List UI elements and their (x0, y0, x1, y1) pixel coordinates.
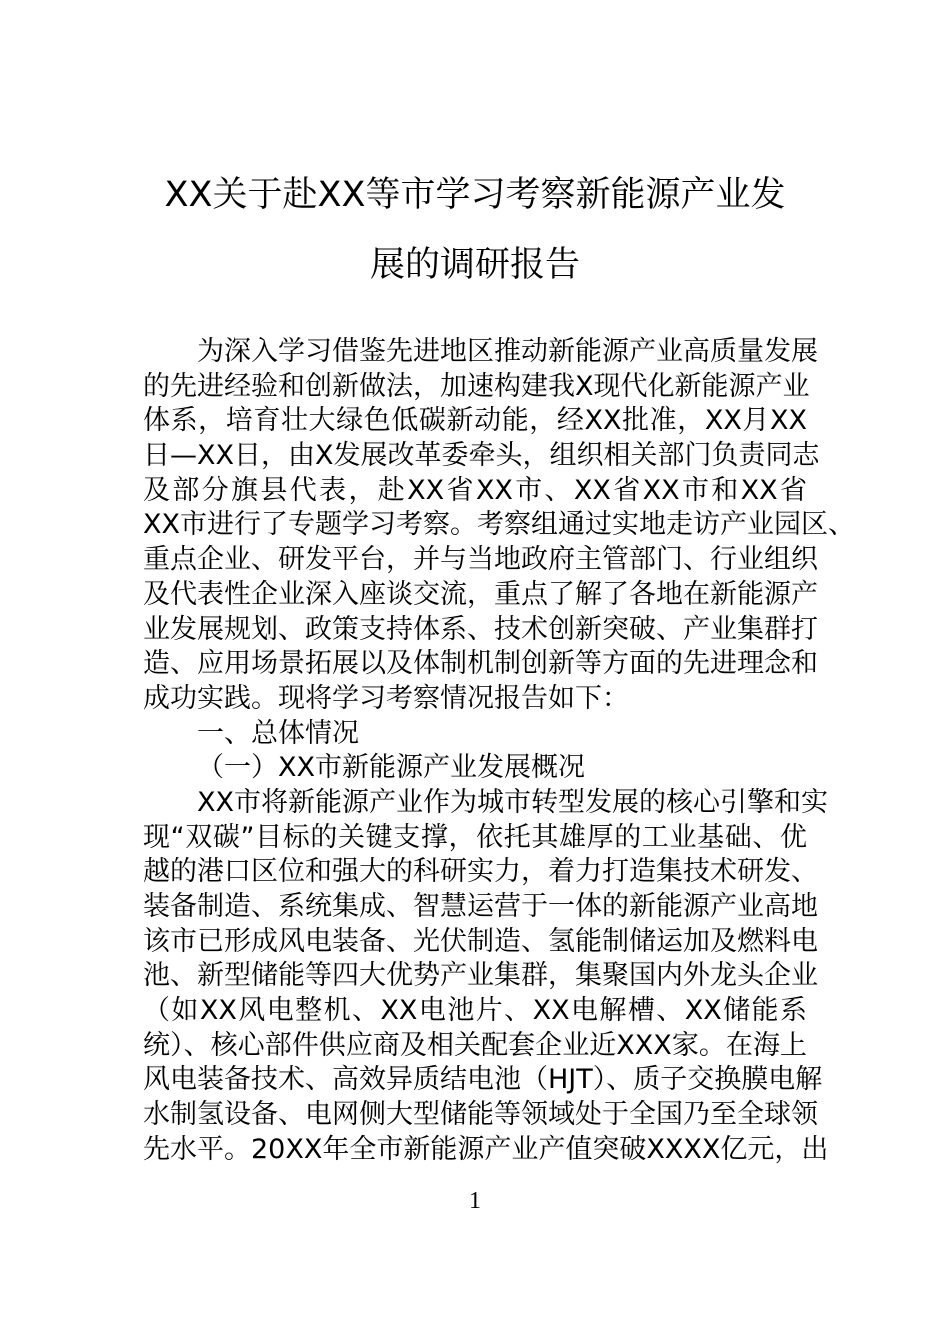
document-body (143, 335, 855, 1168)
text-line: 及代表性企业深入座谈交流，重点了解了各地在新能源产 (143, 578, 818, 610)
text-line: （一）XX市新能源产业发展概况 (197, 752, 585, 784)
title-line: 展的调研报告 (369, 245, 580, 285)
text-line: 风电装备技术、高效异质结电池（HJT）、质子交换膜电解 (143, 1064, 823, 1096)
text-line: 越的港口区位和强大的科研实力，着力打造集技术研发、 (143, 856, 818, 888)
text-line: 装备制造、系统集成、智慧运营于一体的新能源产业高地 (143, 891, 818, 922)
document-title (0, 160, 950, 300)
text-line: 一、总体情况 (197, 717, 359, 749)
paragraph (143, 786, 829, 1168)
text-line: 造、应用场景拓展以及体制机制创新等方面的先进理念和 (143, 648, 818, 680)
text-line: 为深入学习借鉴先进地区推动新能源产业高质量发展 (197, 336, 818, 367)
text-line: 日—XX日，由X发展改革委牵头，组织相关部门负责同志 (143, 440, 820, 472)
text-line: XX市进行了专题学习考察。考察组通过实地走访产业园区、 (143, 509, 855, 541)
page-number: 1 (469, 1188, 481, 1214)
text-line: 池、新型储能等四大优势产业集群，集聚国内外龙头企业 (143, 960, 818, 992)
paragraph (143, 751, 807, 786)
text-line: XX市将新能源产业作为城市转型发展的核心引擎和实 (197, 786, 828, 818)
paragraph (143, 717, 807, 752)
text-line: 水制氢设备、电网侧大型储能等领域处于全国乃至全球领 (143, 1099, 818, 1131)
text-line: 现“双碳”目标的关键支撑，依托其雄厚的工业基础、优 (143, 821, 807, 853)
text-line: （如XX风电整机、XX电池片、XX电解槽、XX储能系 (143, 995, 807, 1027)
text-line: 该市已形成风电装备、光伏制造、氢能制储运加及燃料电 (143, 925, 818, 957)
text-line: 重点企业、研发平台，并与当地政府主管部门、行业组织 (143, 544, 818, 576)
title-line: XX关于赴XX等市学习考察新能源产业发 (164, 175, 786, 215)
paragraph (143, 335, 855, 717)
text-line: 成功实践。现将学习考察情况报告如下： (143, 682, 629, 714)
text-line: 的先进经验和创新做法，加速构建我X现代化新能源产业 (143, 370, 810, 402)
text-line: 及部分旗县代表，赴XX省XX市、XX省XX市和XX省 (143, 474, 807, 506)
text-line: 体系，培育壮大绿色低碳新动能，经XX批准，XX月XX (143, 405, 807, 437)
text-line: 业发展规划、政策支持体系、技术创新突破、产业集群打 (143, 613, 818, 645)
text-line: 先水平。20XX年全市新能源产业产值突破XXXX亿元，出 (143, 1133, 829, 1165)
text-line: 统）、核心部件供应商及相关配套企业近XXX家。在海上 (143, 1029, 807, 1061)
